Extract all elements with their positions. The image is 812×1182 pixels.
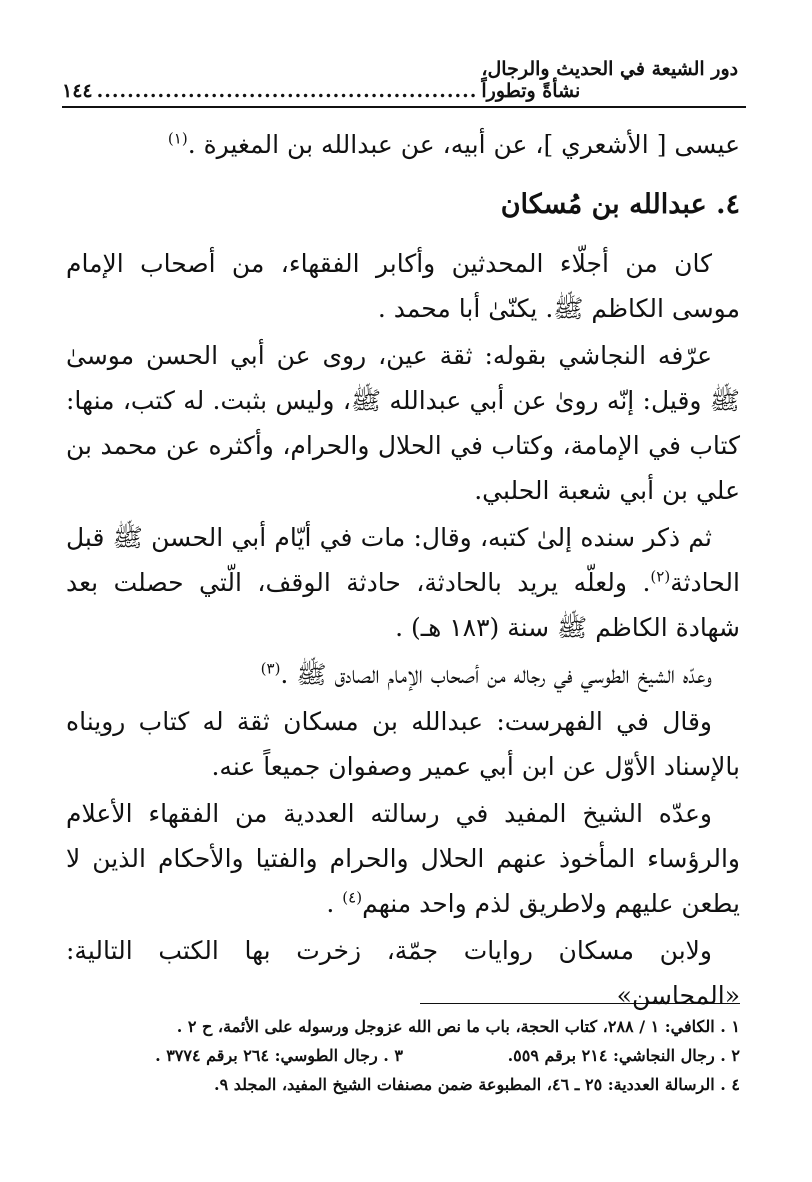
footnote-1: ١ . الكافي: ١ / ٢٨٨، كتاب الحجة، باب ما نص الله عزوجل ورسوله على الأئمة، ح ٢ . xyxy=(176,1017,740,1036)
footnote-ref-3: (٣) xyxy=(260,659,281,678)
footnote-2: ٢ . رجال النجاشي: ٢١٤ برقم ٥٥٩. xyxy=(507,1046,740,1065)
paragraph-mufid: وعدّه الشيخ المفيد في رسالته العددية من الفقهاء الأعلام والرؤساء المأخوذ عنهم الحلال والحرام والفتيا والأحكام الذين لا يطعن عليهم ولاطريق لذم واحد منهم$^{(٤)}$ . xyxy=(66,799,740,918)
footnote-rule xyxy=(420,1003,740,1004)
paragraph-death: ثم ذكر سنده إلىٰ كتبه، وقال: مات في أيّام أبي الحسن ﷺ قبل الحادثة$^{(٢)}$. ولعلّه يريد بالحادثة، حادثة الوقف، الّتي حصلت بعد شهادة الكاظم ﷺ سنة (١٨٣ هـ) . xyxy=(66,523,740,642)
header-rule xyxy=(62,106,746,108)
running-header xyxy=(62,58,746,102)
running-title: دور الشيعة في الحديث والرجال، نشأةً وتطوراً xyxy=(481,58,739,102)
paragraph-fihrist: وقال في الفهرست: عبدالله بن مسكان ثقة له كتاب رويناه بالإسناد الأوّل عن ابن أبي عمير وصفوان جميعاً عنه. xyxy=(66,707,740,781)
section-heading: ٤. عبدالله بن مُسكان xyxy=(500,189,740,220)
paragraph-narrations: ولابن مسكان روايات جمّة، زخرت بها الكتب التالية: «المحاسن» xyxy=(66,936,740,1010)
header-leader-dots: .................................................. xyxy=(96,80,478,102)
footnotes xyxy=(66,1012,740,1099)
footnote-row xyxy=(66,1041,740,1070)
footnote-ref-2: (٢) xyxy=(650,567,671,586)
page-number: ١٤٤ xyxy=(62,80,93,102)
paragraph-continuation: عيسى [ الأشعري ]، عن أبيه، عن عبدالله بن المغيرة .$^{(١)}$ xyxy=(167,129,740,159)
paragraph-intro: كان من أجلّاء المحدثين وأكابر الفقهاء، من أصحاب الإمام موسى الكاظم ﷺ. يكنّىٰ أبا محمد . xyxy=(66,249,740,323)
paragraph-najashi: عرّفه النجاشي بقوله: ثقة عين، روى عن أبي الحسن موسىٰ ﷺ وقيل: إنّه روىٰ عن أبي عبدالله ﷺ، وليس بثبت. له كتب، منها: كتاب في الإمامة، وكتاب في الحلال والحرام، وأكثره عن محمد بن علي بن أبي شعبة الحلبي. xyxy=(66,341,740,505)
paragraph-tusi: وعدّه الشيخ الطوسي في رجاله من أصحاب الإمام الصادق ﷺ .$^{(٣)}$ xyxy=(260,659,712,689)
footnote-ref-1: (١) xyxy=(167,129,188,148)
footnote-3: ٣ . رجال الطوسي: ٢٦٤ برقم ٣٧٧٤ . xyxy=(155,1046,403,1065)
main-text xyxy=(66,122,740,1020)
footnote-4: ٤ . الرسالة العددية: ٢٥ ـ ٤٦، المطبوعة ضمن مصنفات الشيخ المفيد، المجلد ٩. xyxy=(214,1075,740,1094)
footnote-ref-4: (٤) xyxy=(342,888,363,907)
